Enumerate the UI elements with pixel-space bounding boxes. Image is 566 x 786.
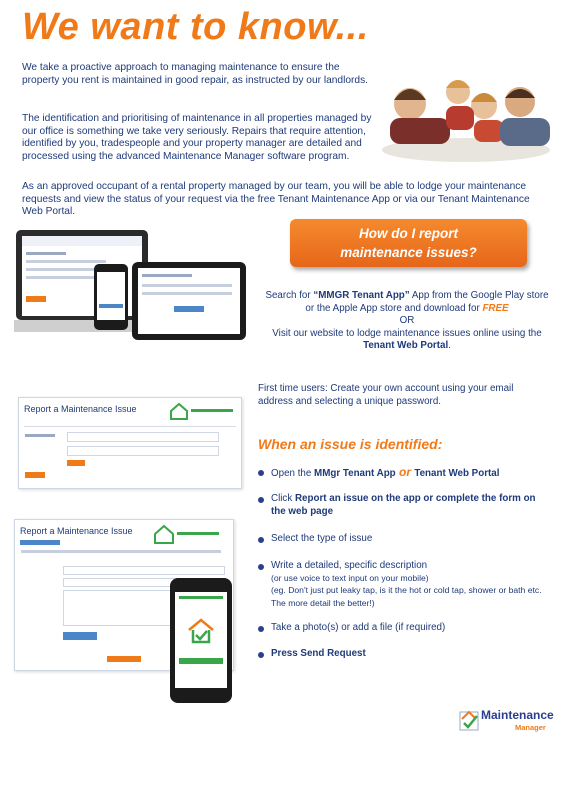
when-heading: When an issue is identified: [258, 436, 443, 452]
step-open-app [258, 466, 548, 481]
first-time-users-text: First time users: Create your own account using your email address and selecting a unique password. [258, 383, 514, 407]
house-logo-icon [153, 523, 223, 545]
maintenance-manager-logo [459, 706, 554, 736]
family-photo [380, 62, 552, 162]
page-title: We want to know... [22, 6, 369, 48]
report-form-screenshot [18, 397, 242, 489]
step-write-description [258, 560, 548, 610]
how-to-report-banner [290, 219, 527, 267]
app-name: “MMGR Tenant App” [313, 290, 410, 301]
bullet-icon [258, 537, 264, 543]
download-instructions [262, 290, 552, 353]
step-1-text: Open the [271, 468, 315, 479]
bullet-icon [258, 564, 264, 570]
step-4-note-2: (eg. Don't just put leaky tap, is it the hot or cold tap, shower or bath etc. The more detail the better!) [271, 585, 542, 608]
step-select-type [258, 533, 548, 546]
phone-illustration [170, 578, 232, 703]
or-label: OR [399, 315, 415, 327]
logo-text-main: Maintenance [481, 708, 554, 722]
step-click-report [258, 493, 548, 518]
bullet-icon [258, 652, 264, 658]
web-portal-name: Tenant Web Portal [363, 340, 449, 352]
logo-text-sub: Manager [515, 723, 546, 732]
bullet-icon [258, 497, 264, 503]
callout-line-1: How do I report [359, 226, 458, 241]
devices-illustration [14, 228, 250, 356]
intro-paragraph-3: As an approved occupant of a rental property managed by our team, you will be able to lodge your maintenance requests and view the status of your request via the free Tenant Maintenance App or via our Tenant Maintenance Web Portal. [22, 181, 530, 218]
step-2-bold: Report an issue on the app or complete the form on the web page [271, 493, 536, 517]
step-3-text: Select the type of issue [271, 533, 373, 544]
search-text-2: App from the Google Play store or the Apple App store and download for [305, 290, 549, 314]
step-1-portal-name: Tenant Web Portal [414, 468, 500, 479]
step-4-text: Write a detailed, specific description [271, 560, 428, 571]
intro-paragraph-2: The identification and prioritising of maintenance in all properties managed by our office is something we take very seriously. Repairs that require attention, identified by you, tradespeople and your property manager are detailed and processed using the advanced Maintenance Manager software program. [22, 113, 372, 162]
step-1-app-name: MMgr Tenant App [314, 468, 396, 479]
step-1-or: or [395, 465, 415, 479]
form1-title: Report a Maintenance Issue [24, 404, 137, 414]
bullet-icon [258, 626, 264, 632]
period: . [448, 340, 451, 352]
bullet-icon [258, 470, 264, 476]
app-logo-icon [187, 618, 215, 644]
step-send-request [258, 648, 548, 661]
website-text: Visit our website to lodge maintenance issues online using the [272, 327, 542, 339]
search-text-1: Search for [265, 290, 314, 301]
intro-paragraph-1: We take a proactive approach to managing maintenance to ensure the property you rent is maintained in good repair, as instructed by our landlords. [22, 62, 369, 86]
house-logo-icon [169, 401, 237, 421]
logo-house-check-icon [459, 708, 481, 732]
step-2-text: Click [271, 493, 295, 504]
form2-title: Report a Maintenance Issue [20, 526, 133, 536]
step-5-text: Take a photo(s) or add a file (if required) [271, 622, 446, 633]
step-4-note-1: (or use voice to text input on your mobile) [271, 572, 429, 583]
callout-line-2: maintenance issues? [340, 245, 477, 260]
free-label: FREE [482, 302, 509, 314]
step-6-text: Press Send Request [271, 648, 366, 659]
step-take-photo [258, 622, 548, 635]
